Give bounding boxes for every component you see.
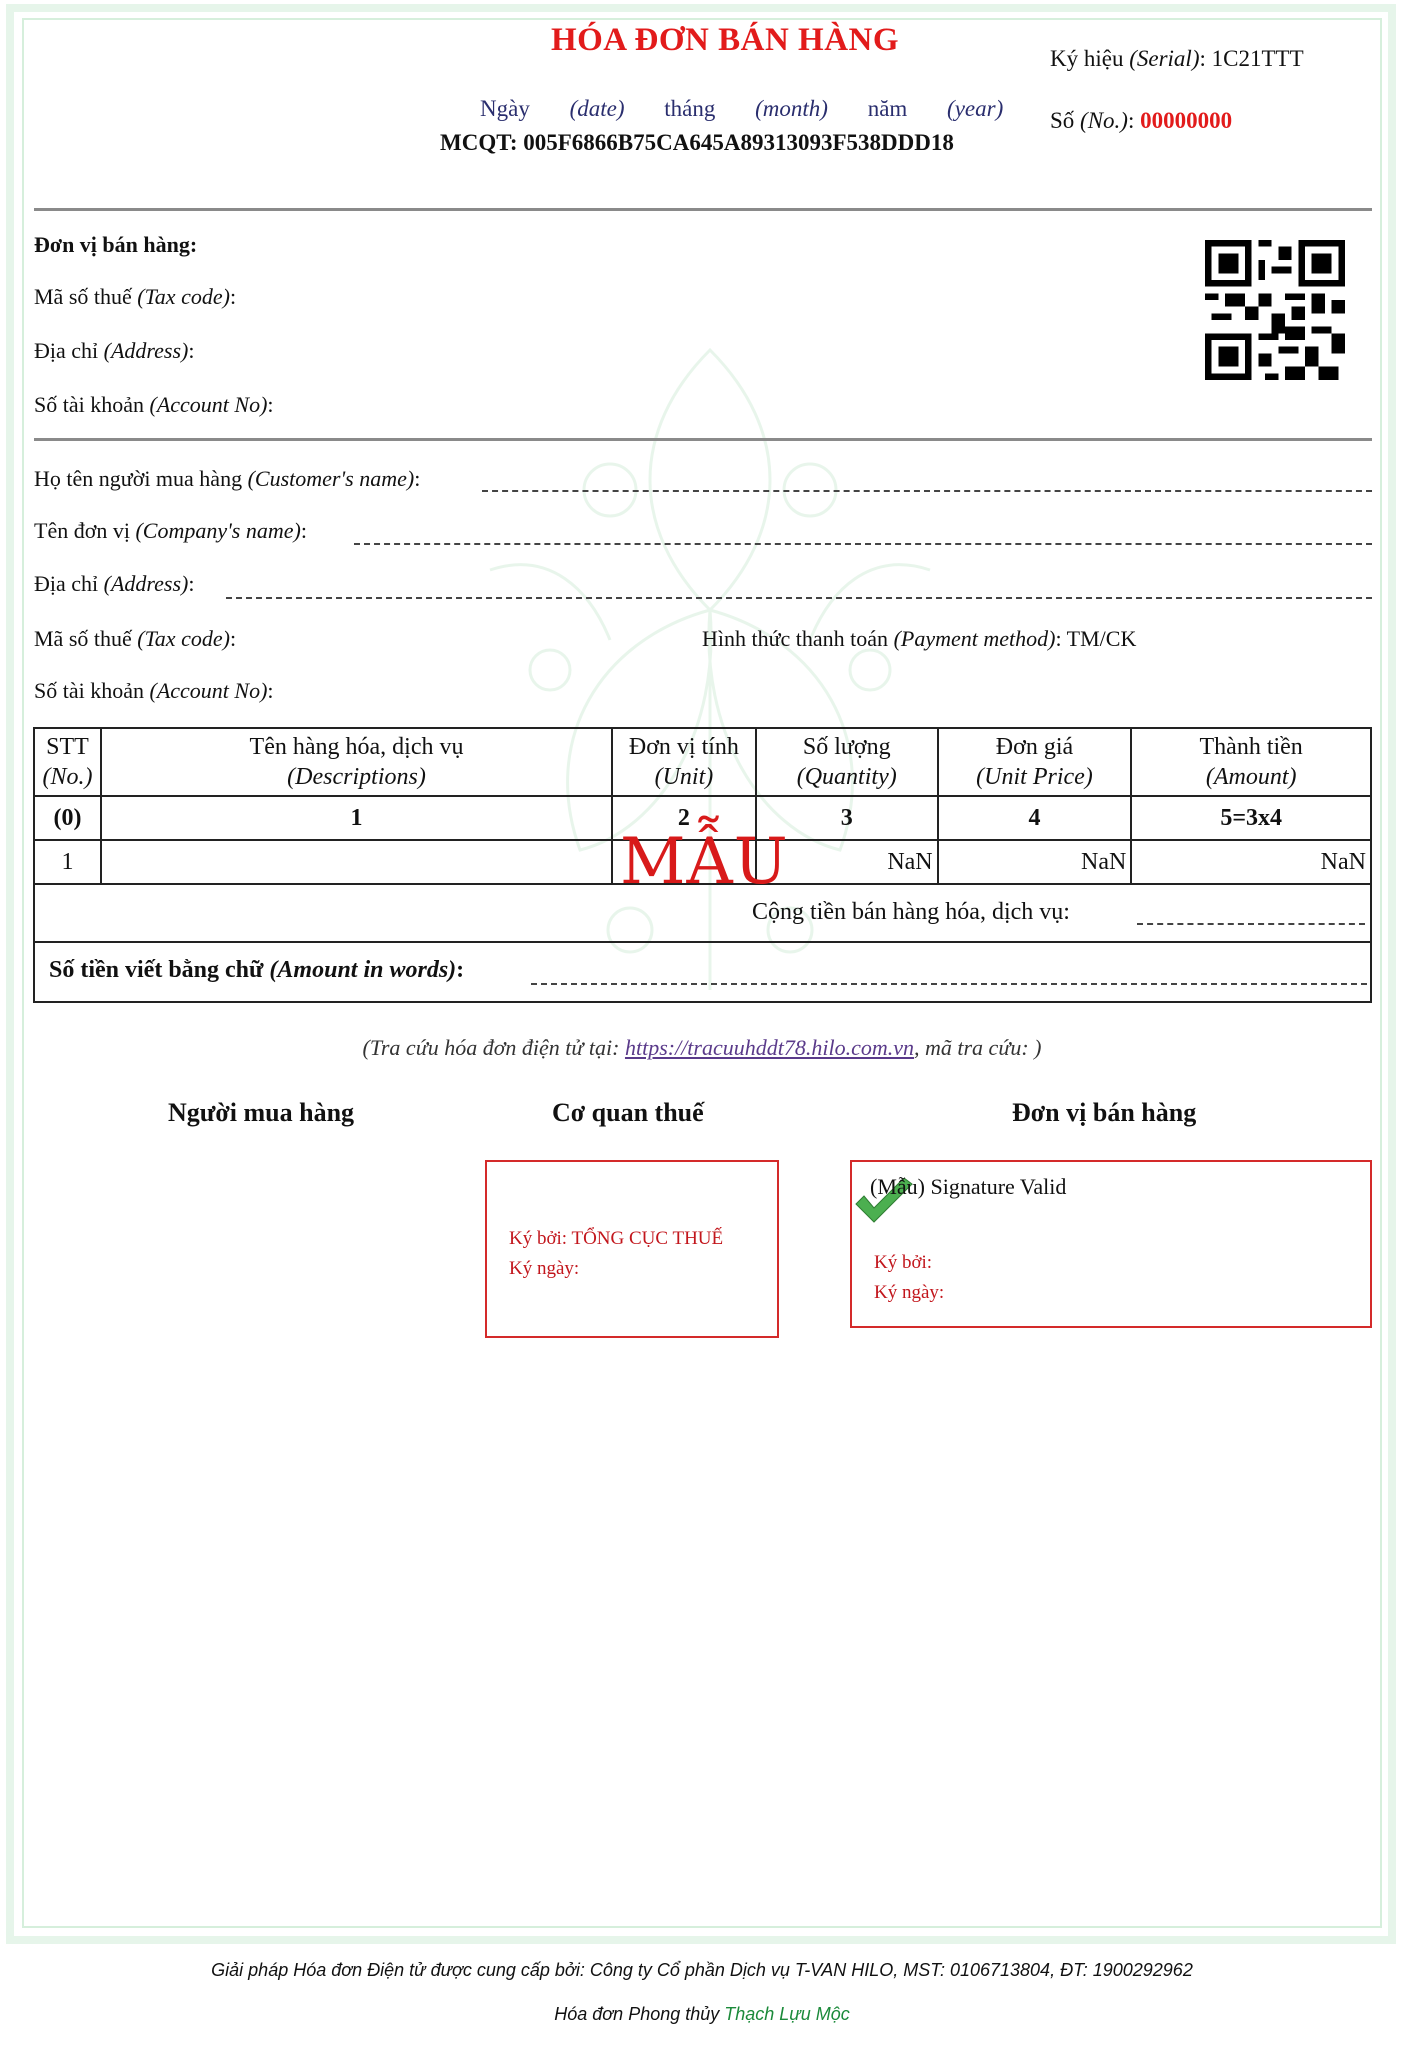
date-line	[480, 96, 1037, 122]
year-label: năm	[867, 96, 908, 121]
signature-valid-text: (Mẫu) Signature Valid	[870, 1174, 1067, 1199]
colon: :	[229, 284, 237, 309]
index-cell: (0)	[34, 796, 101, 840]
company-label-en: (Company's name)	[135, 518, 301, 543]
serial-value: : 1C21TTT	[1199, 46, 1304, 71]
seller-account	[34, 392, 274, 418]
buyer-address-field[interactable]	[226, 597, 1372, 599]
seller-signature-heading: Đơn vị bán hàng	[1012, 1098, 1197, 1127]
seller-account-label: Số tài khoản	[34, 392, 144, 417]
colon: :	[188, 571, 195, 596]
colon: :	[414, 466, 421, 491]
buyer-tax-code	[34, 626, 236, 652]
month-field	[664, 96, 828, 121]
index-cell: 2	[612, 796, 756, 840]
seller-address-label: Địa chỉ	[34, 338, 99, 363]
buyer-signature-heading: Người mua hàng	[168, 1098, 355, 1127]
seller-address	[34, 338, 195, 364]
column-header-en: (Unit)	[654, 764, 714, 790]
lookup-suffix: , mã tra cứu: )	[914, 1035, 1042, 1060]
index-cell: 5=3x4	[1131, 796, 1371, 840]
seller-signature-box	[850, 1160, 1372, 1328]
payment-label-en: (Payment method)	[893, 626, 1056, 651]
colon: :	[456, 957, 465, 983]
month-label: tháng	[664, 96, 716, 121]
invoice-number-value: 00000000	[1140, 108, 1233, 133]
column-header-en: (Unit Price)	[976, 764, 1093, 790]
column-header-vi: Đơn giá	[995, 734, 1074, 760]
seller-signed-date: Ký ngày:	[874, 1282, 945, 1303]
index-cell: 3	[756, 796, 938, 840]
column-header	[756, 728, 938, 796]
invoice-number-label-en: (No.)	[1080, 108, 1128, 133]
column-header	[34, 728, 101, 796]
qr-code-icon	[1205, 240, 1345, 380]
amount-in-words-field	[531, 983, 1367, 985]
column-header	[101, 728, 612, 796]
column-header-vi: Thành tiền	[1199, 734, 1303, 760]
column-header-en: (Descriptions)	[287, 764, 426, 790]
row-stt: 1	[34, 840, 101, 884]
total-value-field	[1137, 923, 1365, 925]
buyer-account	[34, 678, 274, 704]
company-label: Tên đơn vị	[34, 518, 130, 543]
colon: :	[300, 518, 307, 543]
buyer-address-label: Địa chỉ	[34, 571, 99, 596]
seller-tax-code	[34, 284, 236, 310]
buyer-address-label-en: (Address)	[103, 571, 189, 596]
colon: :	[267, 678, 274, 703]
total-label: Cộng tiền bán hàng hóa, dịch vụ:	[752, 899, 1070, 925]
lookup-line	[0, 1035, 1404, 1061]
customer-label: Họ tên người mua hàng	[34, 466, 243, 491]
index-cell: 1	[101, 796, 612, 840]
row-quantity: NaN	[756, 840, 938, 884]
serial-field	[1050, 46, 1304, 72]
invoice-number-colon: :	[1127, 108, 1135, 133]
customer-name-field[interactable]	[482, 490, 1372, 492]
date-label-en: (date)	[569, 96, 625, 121]
words-label: Số tiền viết bằng chữ	[49, 957, 264, 983]
footer-brand-link[interactable]: Thạch Lựu Mộc	[724, 2004, 850, 2024]
year-field	[868, 96, 1004, 121]
row-amount: NaN	[1131, 840, 1371, 884]
amount-in-words-cell	[34, 942, 1371, 1002]
table-header-row	[34, 728, 1371, 796]
month-label-en: (month)	[755, 96, 828, 121]
footer-brand-prefix: Hóa đơn Phong thủy	[554, 2004, 725, 2024]
amount-in-words-label	[49, 957, 464, 984]
column-header-vi: Số lượng	[802, 734, 891, 760]
seller-address-label-en: (Address)	[103, 338, 189, 363]
footer-provider: Giải pháp Hóa đơn Điện tử được cung cấp bởi: Công ty Cổ phần Dịch vụ T-VAN HILO, MST: 0106713804, ĐT: 1900292962	[211, 1960, 1193, 1980]
colon: :	[188, 338, 195, 363]
column-header	[938, 728, 1132, 796]
colon: :	[267, 392, 274, 417]
buyer-company-name	[34, 518, 307, 544]
sample-watermark: MẪU	[620, 825, 789, 899]
row-unit-price: NaN	[938, 840, 1132, 884]
buyer-account-label: Số tài khoản	[34, 678, 144, 703]
tax-signed-by: Ký bởi: TỔNG CỤC THUẾ	[509, 1228, 724, 1249]
column-header-en: (Amount)	[1205, 764, 1297, 790]
payment-label: Hình thức thanh toán	[702, 626, 889, 651]
seller-tax-label: Mã số thuế	[34, 284, 132, 309]
seller-tax-label-en: (Tax code)	[137, 284, 230, 309]
column-header	[612, 728, 756, 796]
column-header-vi: Tên hàng hóa, dịch vụ	[249, 734, 464, 760]
footer-brand-line	[0, 2004, 1404, 2025]
divider	[34, 438, 1372, 441]
colon: :	[229, 626, 237, 651]
words-label-en: (Amount in words)	[269, 957, 457, 983]
tax-authority-heading: Cơ quan thuế	[552, 1098, 704, 1127]
buyer-customer-name	[34, 466, 420, 492]
column-header-en: (Quantity)	[796, 764, 897, 790]
buyer-tax-label-en: (Tax code)	[137, 626, 230, 651]
seller-heading: Đơn vị bán hàng:	[34, 232, 198, 257]
mcqt-code: MCQT: 005F6866B75CA645A89313093F538DDD18	[440, 130, 954, 155]
company-name-field[interactable]	[354, 543, 1372, 545]
buyer-address	[34, 571, 195, 597]
serial-label: Ký hiệu	[1050, 46, 1124, 71]
date-label: Ngày	[480, 96, 530, 121]
amount-in-words-row	[34, 942, 1371, 1002]
lookup-prefix: (Tra cứu hóa đơn điện tử tại:	[362, 1035, 625, 1060]
buyer-tax-label: Mã số thuế	[34, 626, 132, 651]
seller-account-label-en: (Account No)	[149, 392, 268, 417]
column-header	[1131, 728, 1371, 796]
payment-value: : TM/CK	[1055, 626, 1137, 651]
serial-label-en: (Serial)	[1129, 46, 1200, 71]
index-cell: 4	[938, 796, 1132, 840]
seller-signed-by: Ký bởi:	[874, 1252, 933, 1273]
divider	[34, 208, 1372, 211]
year-label-en: (year)	[947, 96, 1004, 121]
date-field	[480, 96, 625, 121]
column-header-vi: STT	[46, 734, 89, 760]
payment-method	[702, 626, 1136, 652]
invoice-number-label: Số	[1050, 108, 1075, 133]
column-header-en: (No.)	[42, 764, 93, 790]
column-header-vi: Đơn vị tính	[628, 734, 739, 760]
customer-label-en: (Customer's name)	[247, 466, 415, 491]
tax-signed-date: Ký ngày:	[509, 1258, 580, 1279]
lookup-link[interactable]: https://tracuuhddt78.hilo.com.vn	[624, 1035, 914, 1060]
invoice-title: HÓA ĐƠN BÁN HÀNG	[550, 22, 900, 58]
tax-signature-box	[485, 1160, 779, 1338]
buyer-account-label-en: (Account No)	[149, 678, 268, 703]
invoice-number-field	[1050, 108, 1232, 134]
row-description	[101, 840, 612, 884]
